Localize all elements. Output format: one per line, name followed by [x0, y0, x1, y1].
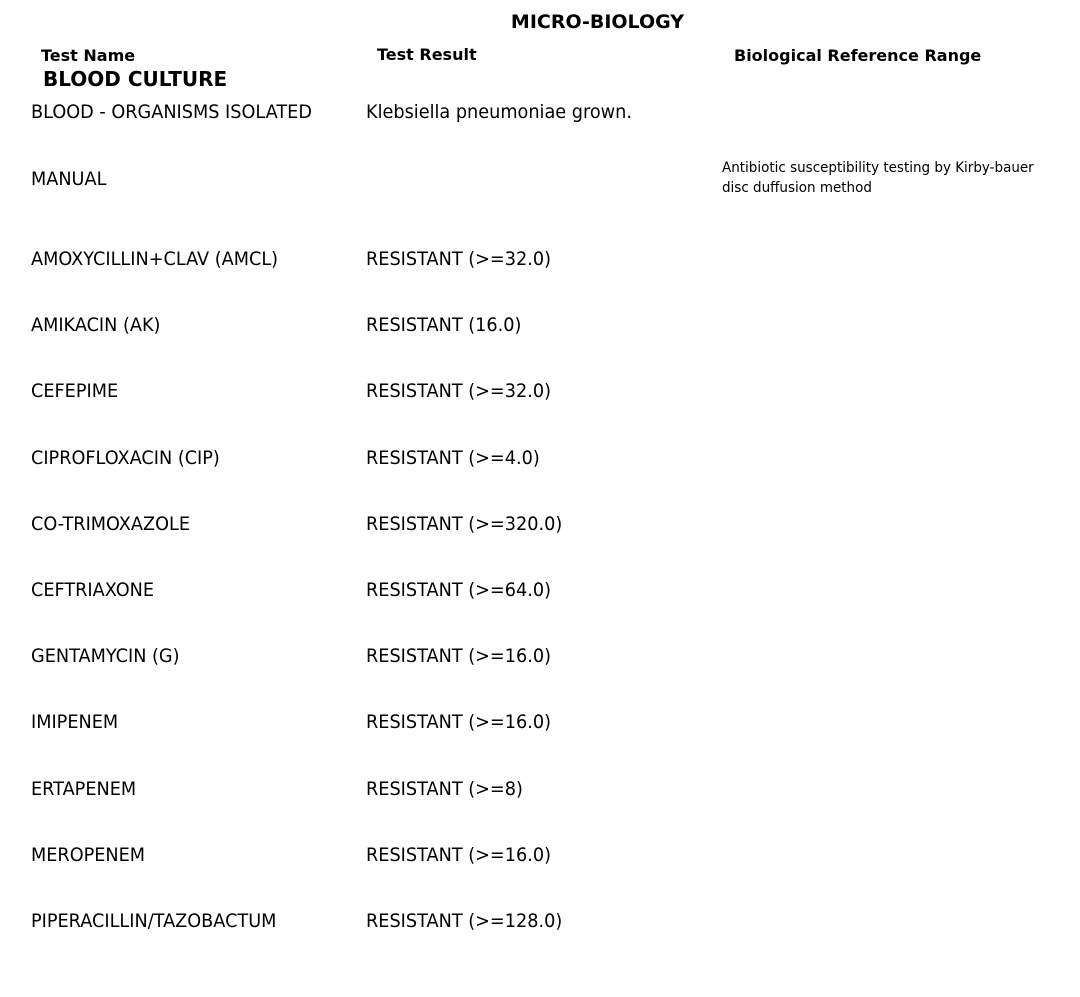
test-name: MANUAL — [31, 168, 107, 190]
test-name: CEFEPIME — [31, 380, 119, 402]
table-row — [0, 910, 1080, 940]
test-result: RESISTANT (>=16.0) — [366, 844, 551, 866]
test-name: PIPERACILLIN/TAZOBACTUM — [31, 910, 277, 932]
test-result: RESISTANT (>=64.0) — [366, 579, 551, 601]
table-row — [0, 711, 1080, 741]
table-row — [0, 248, 1080, 278]
test-result: RESISTANT (>=16.0) — [366, 711, 551, 733]
test-name: CEFTRIAXONE — [31, 579, 154, 601]
column-header-reference-range: Biological Reference Range — [734, 46, 982, 65]
test-result: RESISTANT (>=16.0) — [366, 645, 551, 667]
test-name: ERTAPENEM — [31, 778, 137, 800]
test-name: AMIKACIN (AK) — [31, 314, 161, 336]
table-row — [0, 314, 1080, 344]
test-result: RESISTANT (>=32.0) — [366, 248, 551, 270]
test-result: RESISTANT (>=128.0) — [366, 910, 563, 932]
table-row — [0, 447, 1080, 477]
table-row — [0, 645, 1080, 675]
table-row — [0, 160, 1080, 198]
table-row — [0, 778, 1080, 808]
test-name: CIPROFLOXACIN (CIP) — [31, 447, 220, 469]
test-name: GENTAMYCIN (G) — [31, 645, 180, 667]
test-result: RESISTANT (>=320.0) — [366, 513, 563, 535]
test-result: RESISTANT (16.0) — [366, 314, 522, 336]
test-result: RESISTANT (>=4.0) — [366, 447, 540, 469]
report-title: MICRO-BIOLOGY — [510, 11, 685, 33]
test-name: BLOOD - ORGANISMS ISOLATED — [31, 101, 312, 123]
column-header-test-name: Test Name — [41, 46, 136, 65]
test-name: MEROPENEM — [31, 844, 146, 866]
table-row — [0, 844, 1080, 874]
test-result: RESISTANT (>=8) — [366, 778, 523, 800]
reference-range: Antibiotic susceptibility testing by Kirby-bauer disc duffusion method — [722, 160, 1034, 196]
table-row — [0, 101, 1080, 131]
test-result: Klebsiella pneumoniae grown. — [366, 101, 632, 123]
table-row — [0, 513, 1080, 543]
column-header-test-result: Test Result — [377, 45, 477, 64]
table-row — [0, 380, 1080, 410]
table-row — [0, 579, 1080, 609]
test-name: IMIPENEM — [31, 711, 119, 733]
test-name: AMOXYCILLIN+CLAV (AMCL) — [31, 248, 279, 270]
test-name: CO-TRIMOXAZOLE — [31, 513, 191, 535]
test-result: RESISTANT (>=32.0) — [366, 380, 551, 402]
section-heading: BLOOD CULTURE — [43, 67, 228, 91]
